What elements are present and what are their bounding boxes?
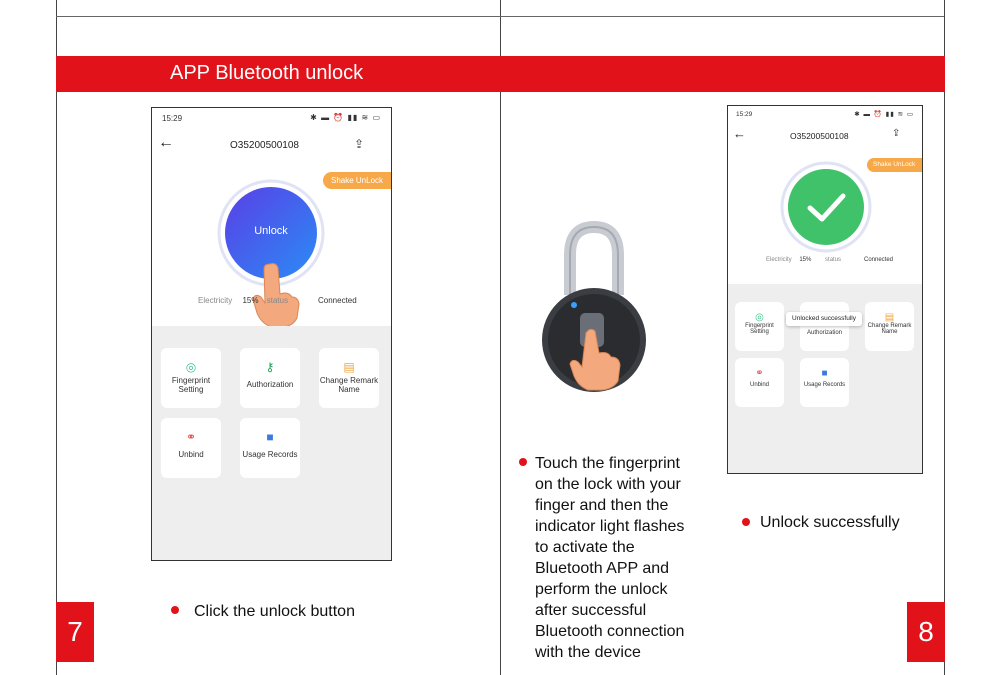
fingerprint-setting-tile[interactable] xyxy=(735,302,784,351)
page-number-right: 8 xyxy=(907,602,945,662)
back-arrow-icon[interactable]: ← xyxy=(733,126,746,141)
section-banner xyxy=(56,56,945,92)
status-icons: ✱ ▬ ⏰ ▮▮ ≋ ▭ xyxy=(310,113,381,122)
caption-line: on the lock with your xyxy=(535,476,681,493)
caption-click-unlock: Click the unlock button xyxy=(194,603,355,620)
note-icon: ▤ xyxy=(343,360,355,374)
phone-status-bar xyxy=(152,108,391,130)
caption-line: to activate the xyxy=(535,539,635,556)
feature-panel xyxy=(728,284,922,474)
tile-label: Change Remark xyxy=(319,376,379,385)
caption-line: indicator light flashes xyxy=(535,518,685,535)
fingerprint-padlock-illustration xyxy=(528,215,658,405)
tile-label: Fingerprint xyxy=(171,376,211,385)
tile-label: Setting xyxy=(178,385,204,394)
tile-label: Unbind xyxy=(749,382,769,388)
electricity-label: Electricity xyxy=(766,257,792,263)
unbind-tile[interactable] xyxy=(735,358,784,407)
hand-pointer-icon xyxy=(250,260,300,328)
unbind-tile[interactable] xyxy=(161,418,221,478)
shake-unlock-label: Shake UnLock xyxy=(873,161,916,168)
fingerprint-setting-tile[interactable] xyxy=(161,348,221,408)
share-icon[interactable]: ⇪ xyxy=(354,137,365,151)
connection-status: Connected xyxy=(864,257,894,263)
frame-line-top xyxy=(56,16,944,17)
bullet-dot xyxy=(519,458,527,466)
fingerprint-icon: ◎ xyxy=(755,312,764,323)
change-remark-name-tile[interactable] xyxy=(865,302,914,351)
status-icons: ✱ ▬ ⏰ ▮▮ ≋ ▭ xyxy=(854,111,914,118)
tile-label: Change Remark xyxy=(867,323,912,329)
unlock-success-indicator xyxy=(779,160,873,254)
authorization-tile[interactable] xyxy=(240,348,300,408)
tile-label: Usage Records xyxy=(242,450,298,459)
unlocked-toast xyxy=(786,312,862,326)
caption-line: Touch the fingerprint xyxy=(535,455,680,472)
status-time: 15:29 xyxy=(162,114,183,123)
note-icon: ▤ xyxy=(884,312,895,323)
key-icon: ⚷ xyxy=(265,360,275,374)
electricity-status-row xyxy=(766,257,923,263)
connection-status: Connected xyxy=(318,296,357,305)
tile-label: Authorization xyxy=(806,330,843,336)
electricity-value: 15% xyxy=(242,296,259,305)
tile-label: Authorization xyxy=(246,380,294,389)
bullet-dot xyxy=(742,518,750,526)
bullet-dot xyxy=(171,606,179,614)
caption-line: perform the unlock xyxy=(535,581,668,598)
status-label: status xyxy=(825,257,842,263)
share-icon[interactable]: ⇪ xyxy=(892,128,901,139)
authorization-tile[interactable] xyxy=(800,302,849,351)
section-title: APP Bluetooth unlock xyxy=(170,62,364,84)
tile-label: Usage Records xyxy=(803,382,846,388)
caption-unlock-success: Unlock successfully xyxy=(760,514,900,531)
left-phone-screenshot xyxy=(151,107,392,561)
tile-label: Name xyxy=(881,329,898,335)
shake-unlock-button[interactable] xyxy=(867,158,923,172)
unbind-icon: ⚭ xyxy=(185,430,197,444)
caption-line: Bluetooth connection xyxy=(535,623,685,640)
tile-label: Fingerprint xyxy=(745,323,774,329)
caption-line: Bluetooth APP and xyxy=(535,560,670,577)
usage-records-tile[interactable] xyxy=(240,418,300,478)
electricity-status-row xyxy=(198,296,378,305)
caption-line: finger and then the xyxy=(535,497,669,514)
back-arrow-icon[interactable]: ← xyxy=(158,134,174,151)
device-id-title: O35200500108 xyxy=(790,131,849,141)
records-icon: ■ xyxy=(266,430,274,444)
electricity-label: Electricity xyxy=(198,296,233,305)
fingerprint-icon: ◎ xyxy=(185,360,197,374)
status-label: status xyxy=(266,296,289,305)
usage-records-tile[interactable] xyxy=(800,358,849,407)
feature-panel xyxy=(152,326,391,561)
tile-label: Setting xyxy=(750,329,769,335)
toast-text: Unlocked successfully xyxy=(792,315,856,322)
unbind-icon: ⚭ xyxy=(755,368,764,379)
records-icon: ■ xyxy=(821,368,828,379)
device-id-title: O35200500108 xyxy=(230,140,299,151)
frame-line-left xyxy=(56,0,57,675)
caption-touch-fingerprint xyxy=(535,453,725,663)
change-remark-name-tile[interactable] xyxy=(319,348,379,408)
frame-line-right xyxy=(944,0,945,675)
tile-label: Name xyxy=(338,385,360,394)
shake-unlock-label: Shake UnLock xyxy=(331,176,384,185)
tile-label: Unbind xyxy=(178,450,204,459)
electricity-value: 15% xyxy=(799,257,812,263)
status-time: 15:29 xyxy=(736,111,753,118)
frame-line-middle xyxy=(500,0,501,675)
caption-line: with the device xyxy=(535,644,641,661)
unlock-button-label: Unlock xyxy=(254,225,288,237)
page-number-left: 7 xyxy=(56,602,94,662)
right-phone-screenshot xyxy=(727,105,923,474)
shake-unlock-button[interactable] xyxy=(323,172,392,189)
phone-status-bar xyxy=(728,106,922,124)
caption-line: after successful xyxy=(535,602,647,619)
